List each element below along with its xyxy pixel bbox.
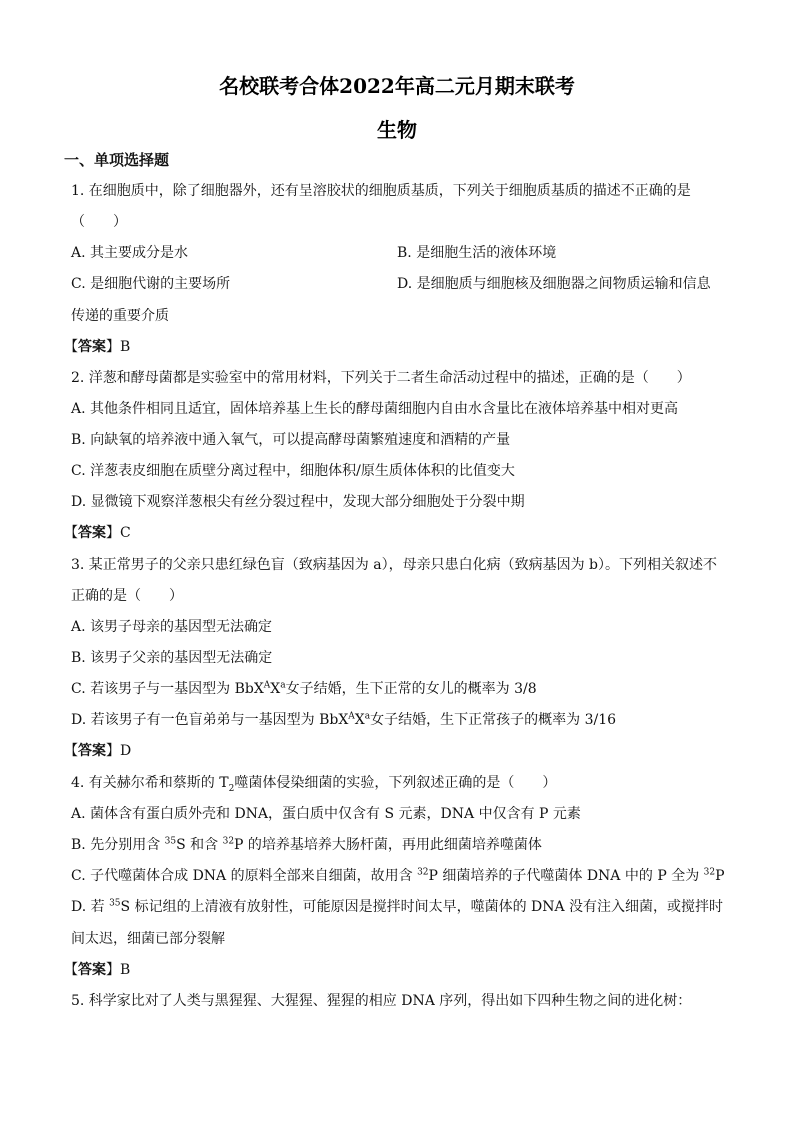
q2-stem: 2. 洋葱和酵母菌都是实验室中的常用材料，下列关于二者生命活动过程中的描述，正确的是（ ）: [71, 370, 691, 386]
q3-stem-cont: 正确的是（ ）: [71, 588, 183, 604]
exam-title: 名校联考合体2022年高二元月期末联考: [219, 74, 575, 98]
q1-paren: （ ）: [71, 214, 127, 230]
q4-option-a: A. 菌体含有蛋白质外壳和 DNA，蛋白质中仅含有 S 元素，DNA 中仅含有 P 元素: [71, 806, 581, 822]
q1-option-a: A. 其主要成分是水: [71, 245, 189, 261]
q3-answer-value: D: [120, 743, 132, 759]
q2-option-c: C. 洋葱表皮细胞在质壁分离过程中，细胞体积/原生质体体积的比值变大: [71, 463, 515, 479]
q4-option-c: C. 子代噬菌体合成 DNA 的原料全部来自细菌，故用含 $^{32}$P 细菌培养的子代噬菌体 DNA 中的 P 全为 $^{32}$P: [71, 867, 725, 884]
q2-answer-value: C: [120, 525, 131, 541]
q1-answer: 【答案】B: [64, 339, 131, 355]
q3-stem: 3. 某正常男子的父亲只患红绿色盲（致病基因为 a），母亲只患白化病（致病基因为 b）。下列相关叙述不: [71, 557, 718, 573]
q1-option-c: C. 是细胞代谢的主要场所: [71, 276, 231, 292]
q3-answer: 【答案】D: [64, 743, 132, 759]
section-heading: 一、单项选择题: [64, 151, 170, 169]
q1-option-d: D. 是细胞质与细胞核及细胞器之间物质运输和信息: [397, 276, 711, 292]
q2-answer: 【答案】C: [64, 525, 131, 541]
q2-option-d: D. 显微镜下观察洋葱根尖有丝分裂过程中，发现大部分细胞处于分裂中期: [71, 494, 525, 510]
q4-answer: 【答案】B: [64, 962, 131, 978]
q2-option-a: A. 其他条件相同且适宜，固体培养基上生长的酵母菌细胞内自由水含量比在液体培养基中相对更高: [71, 401, 679, 417]
q4-answer-value: B: [120, 962, 131, 978]
q4-option-d-cont: 间太迟，细菌已部分裂解: [71, 931, 225, 947]
q3-option-b: B. 该男子父亲的基因型无法确定: [71, 650, 273, 666]
q2-option-b: B. 向缺氧的培养液中通入氧气，可以提高酵母菌繁殖速度和酒精的产量: [71, 432, 511, 448]
q1-answer-value: B: [120, 339, 131, 355]
q4-stem: 4. 有关赫尔希和蔡斯的 $T_2$噬菌体侵染细菌的实验，下列叙述正确的是（ ）: [71, 775, 557, 794]
q1-option-d-cont: 传递的重要介质: [71, 308, 169, 324]
q1-stem: 1. 在细胞质中，除了细胞器外，还有呈溶胶状的细胞质基质，下列关于细胞质基质的描述不正确的是: [71, 183, 691, 199]
q5-stem: 5. 科学家比对了人类与黑猩猩、大猩猩、猩猩的相应 DNA 序列，得出如下四种生物之间的进化树：: [71, 993, 692, 1009]
q4-option-d: D. 若 $^{35}$S 标记组的上清液有放射性，可能原因是搅拌时间太早，噬菌体的 DNA 没有注入细菌，或搅拌时: [71, 898, 724, 915]
q3-option-d: D. 若该男子有一色盲弟弟与一基因型为 $BbX^AX^a$女子结婚，生下正常孩子的概率为 3/16: [71, 711, 617, 728]
q4-option-b: B. 先分别用含 $^{35}$S 和含 $^{32}$P 的培养基培养大肠杆菌，再用此细菌培养噬菌体: [71, 836, 542, 853]
q3-option-c: C. 若该男子与一基因型为 $BbX^AX^a$女子结婚，生下正常的女儿的概率为 3/8: [71, 680, 537, 697]
subject-title: 生物: [377, 118, 417, 142]
q1-option-b: B. 是细胞生活的液体环境: [397, 245, 557, 261]
q3-option-a: A. 该男子母亲的基因型无法确定: [71, 619, 273, 635]
